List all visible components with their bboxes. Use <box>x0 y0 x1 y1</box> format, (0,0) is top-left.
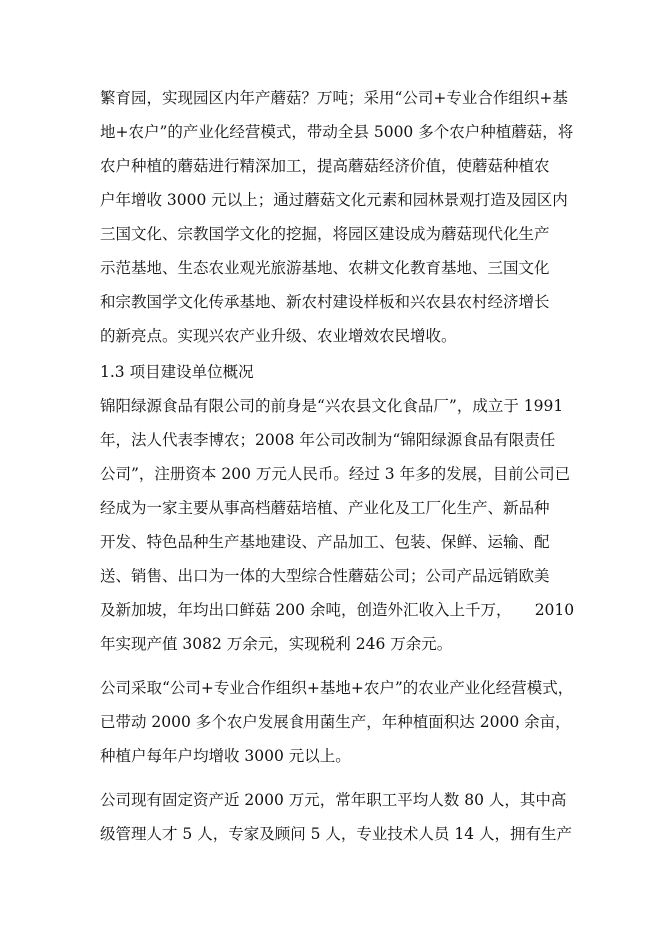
paragraph-line: 户年增收 3000 元以上；通过蘑菇文化元素和园林景观打造及园区内 <box>100 191 568 209</box>
paragraph-line: 种植户每年户均增收 3000 元以上。 <box>100 747 351 765</box>
section-heading: 1.3 项目建设单位概况 <box>100 363 254 381</box>
paragraph-line: 锦阳绿源食品有限公司的前身是“兴农县文化食品厂”，成立于 1991 <box>100 397 564 415</box>
paragraph-line: 经成为一家主要从事高档蘑菇培植、产业化及工厂化生产、新品种 <box>100 499 550 517</box>
paragraph-line: 年实现产值 3082 万余元，实现税利 246 万余元。 <box>100 635 453 653</box>
paragraph-line: 公司现有固定资产近 2000 万元，常年职工平均人数 80 人，其中高 <box>100 791 567 809</box>
paragraph-line: 和宗教国学文化传承基地、新农村建设样板和兴农县农村经济增长 <box>100 293 550 311</box>
paragraph-line: 农户种植的蘑菇进行精深加工，提高蘑菇经济价值，使蘑菇种植农 <box>100 157 550 175</box>
paragraph-line: 公司”，注册资本 200 万元人民币。经过 3 年多的发展，目前公司已 <box>100 465 571 483</box>
paragraph-line: 已带动 2000 多个农户发展食用菌生产，年种植面积达 2000 余亩， <box>100 713 571 731</box>
paragraph-line: 级管理人才 5 人，专家及顾问 5 人，专业技术人员 14 人，拥有生产 <box>100 825 573 843</box>
paragraph-line: 三国文化、宗教国学文化的挖掘，将园区建设成为蘑菇现代化生产 <box>100 225 550 243</box>
paragraph-line: 地+农户”的产业化经营模式，带动全县 5000 多个农户种植蘑菇，将 <box>100 123 574 141</box>
paragraph-line: 的新亮点。实现兴农产业升级、农业增效农民增收。 <box>100 327 457 345</box>
paragraph-line: 示范基地、生态农业观光旅游基地、农耕文化教育基地、三国文化 <box>100 259 550 277</box>
paragraph-line: 开发、特色品种生产基地建设、产品加工、包装、保鲜、运输、配 <box>100 533 550 551</box>
paragraph-line: 年，法人代表李博农；2008 年公司改制为“锦阳绿源食品有限责任 <box>100 431 556 449</box>
paragraph-line: 公司采取“公司+专业合作组织+基地+农户”的农业产业化经营模式， <box>100 679 574 697</box>
paragraph-line: 繁育园，实现园区内年产蘑菇？万吨；采用“公司+专业合作组织+基 <box>100 89 568 107</box>
paragraph-line: 及新加坡，年均出口鲜菇 200 余吨，创造外汇收入上千万， 2010 <box>100 601 575 619</box>
paragraph-line: 送、销售、出口为一体的大型综合性蘑菇公司；公司产品远销欧美 <box>100 567 550 585</box>
